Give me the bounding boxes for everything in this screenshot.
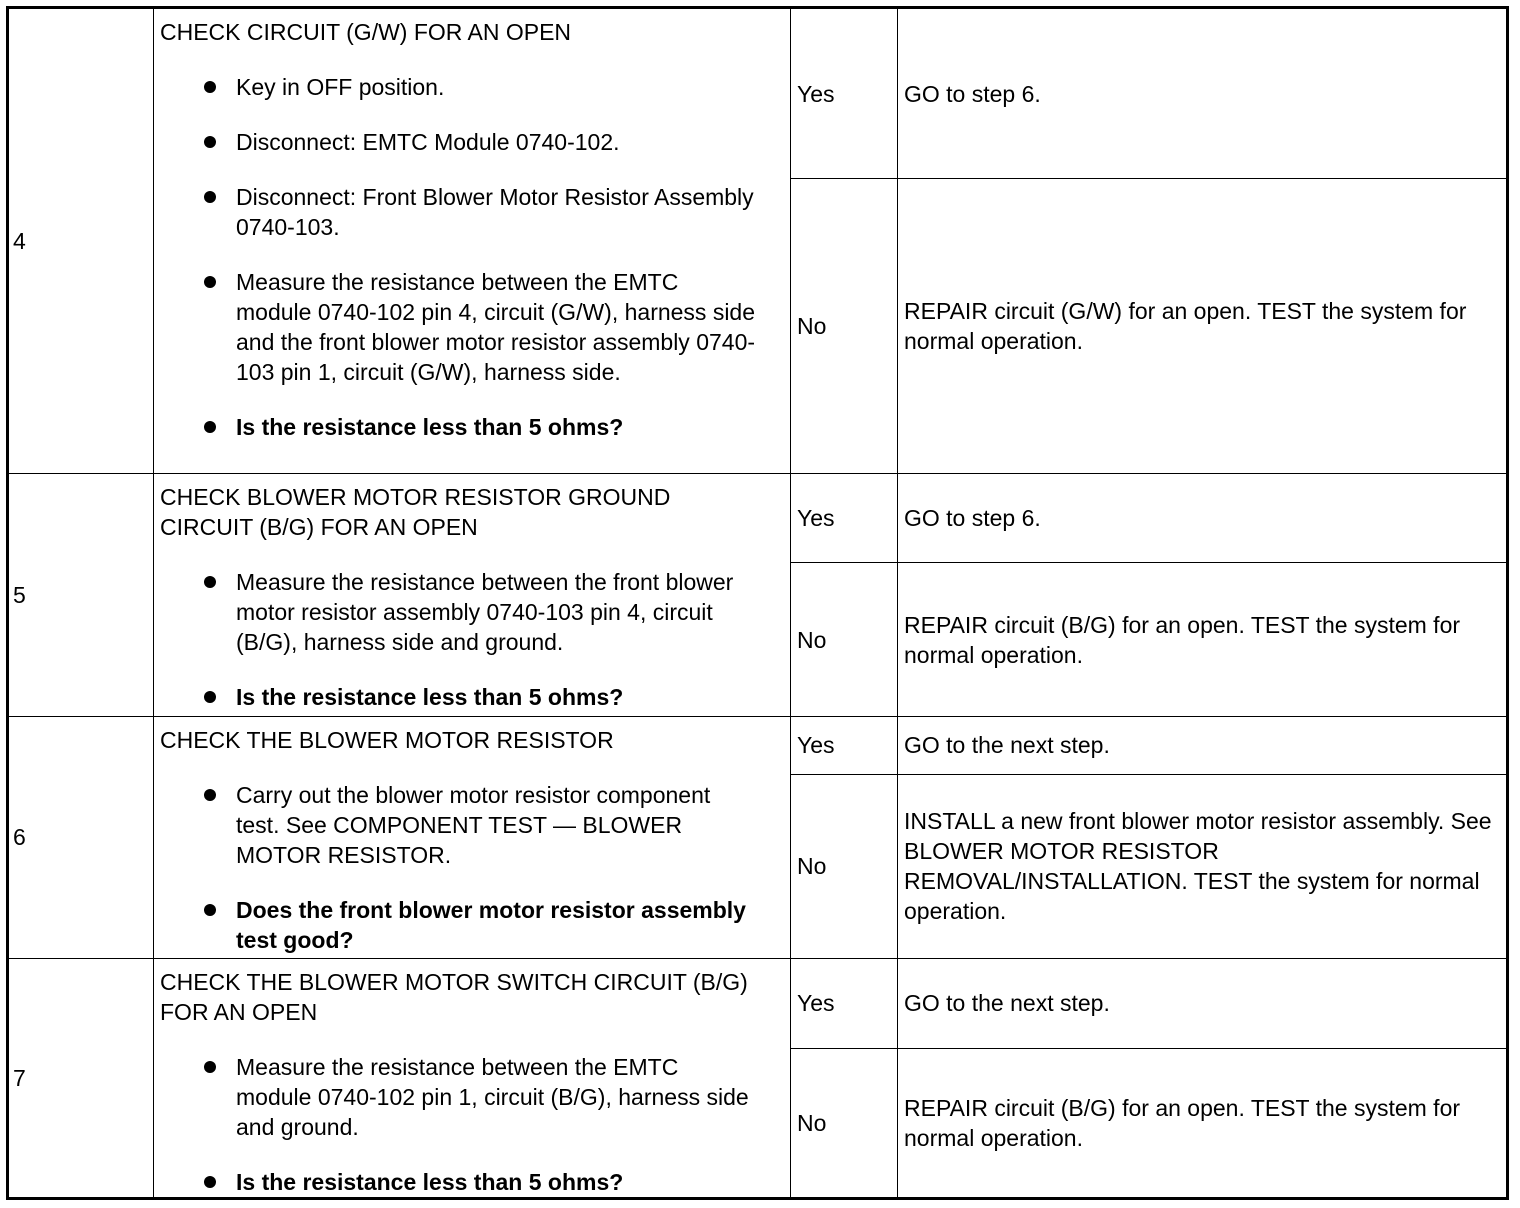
step-title: CHECK BLOWER MOTOR RESISTOR GROUND CIRCUIT (B/G) FOR AN OPEN — [160, 484, 671, 541]
result-yes: GO to the next step. — [898, 958, 1508, 1048]
answer-no: No — [791, 563, 898, 716]
step-action — [154, 8, 791, 474]
step-question: Is the resistance less than 5 ohms? — [160, 1167, 760, 1197]
result-no: REPAIR circuit (G/W) for an open. TEST the system for normal operation. — [898, 179, 1508, 474]
result-yes: GO to the next step. — [898, 716, 1508, 774]
step-title: CHECK CIRCUIT (G/W) FOR AN OPEN — [160, 19, 572, 45]
answer-yes: Yes — [791, 474, 898, 563]
step-bullets — [160, 567, 760, 712]
result-no: INSTALL a new front blower motor resistor assembly. See BLOWER MOTOR RESISTOR REMOVAL/INSTALLATION. TEST the system for normal operation. — [898, 774, 1508, 958]
result-yes: GO to step 6. — [898, 8, 1508, 179]
step-row-yes — [8, 716, 1508, 774]
step-bullets — [160, 72, 760, 442]
step-bullet: Carry out the blower motor resistor component test. See COMPONENT TEST — BLOWER MOTOR RESISTOR. — [160, 780, 760, 870]
diagnostic-table — [6, 6, 1509, 1200]
step-row-yes — [8, 8, 1508, 179]
step-bullet: Key in OFF position. — [160, 72, 760, 102]
answer-no: No — [791, 1048, 898, 1198]
step-row-yes — [8, 958, 1508, 1048]
answer-no: No — [791, 179, 898, 474]
step-bullet: Measure the resistance between the EMTC module 0740-102 pin 1, circuit (B/G), harness side and ground. — [160, 1052, 760, 1142]
step-question: Is the resistance less than 5 ohms? — [160, 682, 760, 712]
answer-yes: Yes — [791, 716, 898, 774]
answer-yes: Yes — [791, 958, 898, 1048]
result-no: REPAIR circuit (B/G) for an open. TEST the system for normal operation. — [898, 563, 1508, 716]
step-title: CHECK THE BLOWER MOTOR RESISTOR — [160, 726, 614, 753]
result-yes: GO to step 6. — [898, 474, 1508, 563]
step-bullet: Disconnect: Front Blower Motor Resistor Assembly 0740-103. — [160, 182, 760, 242]
step-bullets — [160, 780, 760, 955]
step-number: 6 — [8, 716, 154, 958]
step-bullet: Disconnect: EMTC Module 0740-102. — [160, 127, 760, 157]
result-no: REPAIR circuit (B/G) for an open. TEST the system for normal operation. — [898, 1048, 1508, 1198]
step-number: 5 — [8, 474, 154, 716]
step-number: 7 — [8, 958, 154, 1198]
answer-yes: Yes — [791, 8, 898, 179]
step-action — [154, 958, 791, 1198]
step-bullets — [160, 1052, 760, 1197]
step-question: Is the resistance less than 5 ohms? — [160, 412, 760, 442]
step-action — [154, 474, 791, 716]
step-title: CHECK THE BLOWER MOTOR SWITCH CIRCUIT (B/G) FOR AN OPEN — [160, 968, 748, 1025]
step-bullet: Measure the resistance between the EMTC module 0740-102 pin 4, circuit (G/W), harness side and the front blower motor resistor assembly 0740-103 pin 1, circuit (G/W), harness side. — [160, 267, 760, 387]
step-bullet: Measure the resistance between the front blower motor resistor assembly 0740-103 pin 4, circuit (B/G), harness side and ground. — [160, 567, 760, 657]
step-action — [154, 716, 791, 958]
answer-no: No — [791, 774, 898, 958]
step-number: 4 — [8, 8, 154, 474]
step-row-yes — [8, 474, 1508, 563]
step-question: Does the front blower motor resistor assembly test good? — [160, 895, 760, 955]
